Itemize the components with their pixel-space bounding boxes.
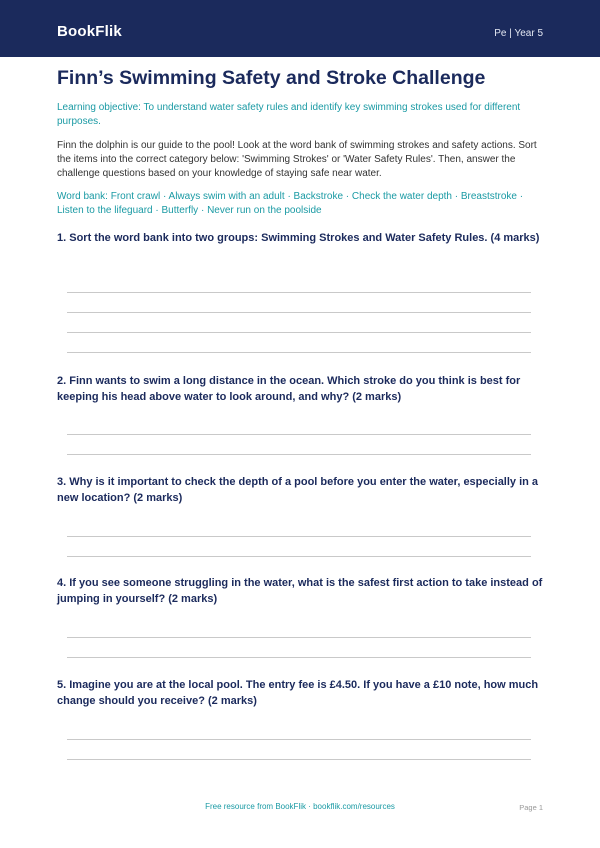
question-text: 4. If you see someone struggling in the water, what is the safest first action to take instead of jumping in yourself? (2 marks) [57,577,543,605]
answer-line[interactable] [67,739,531,740]
answer-line[interactable] [67,312,531,313]
answer-line[interactable] [67,434,531,435]
question-3 [57,474,547,506]
intro-paragraph: Finn the dolphin is our guide to the pool! Look at the word bank of swimming strokes and safety actions. Sort the items into the correct category below: 'Swimming Strokes' or 'Water Safety Rules'. Then, answer the challenge questions based on your knowledge of staying safe near water. [57,140,537,179]
learning-objective: Learning objective: To understand water safety rules and identify key swimming strokes used for different purposes. [57,102,521,127]
answer-line[interactable] [67,352,531,353]
question-text: 5. Imagine you are at the local pool. The entry fee is £4.50. If you have a £10 note, how much change should you receive? (2 marks) [57,679,539,707]
question-5 [57,677,547,709]
question-text: 3. Why is it important to check the depth of a pool before you enter the water, especially in a new location? (2 marks) [57,476,539,504]
brand-logo: BookFlik [57,23,122,40]
answer-line[interactable] [67,332,531,333]
word-bank: Word bank: Front crawl · Always swim with an adult · Backstroke · Check the water depth · Breaststroke · Listen to the lifeguard · Butterfly · Never run on the poolside [57,191,524,216]
question-4 [57,575,547,607]
question-1 [57,230,547,246]
answer-line[interactable] [67,536,531,537]
page-header [0,0,600,57]
answer-line[interactable] [67,657,531,658]
worksheet-intro [57,66,543,218]
page-title: Finn’s Swimming Safety and Stroke Challenge [57,67,486,89]
question-2 [57,373,547,405]
footer-credit: Free resource from BookFlik · bookflik.com/resources [205,802,395,811]
page-number: Page 1 [519,803,543,812]
question-text: 1. Sort the word bank into two groups: Swimming Strokes and Water Safety Rules. (4 marks) [57,232,540,244]
question-text: 2. Finn wants to swim a long distance in the ocean. Which stroke do you think is best for keeping his head above water to look around, and why? (2 marks) [57,375,521,403]
answer-line[interactable] [67,637,531,638]
answer-line[interactable] [67,292,531,293]
answer-line[interactable] [67,454,531,455]
subject-year-label: Pe | Year 5 [494,28,543,39]
answer-line[interactable] [67,556,531,557]
answer-line[interactable] [67,759,531,760]
